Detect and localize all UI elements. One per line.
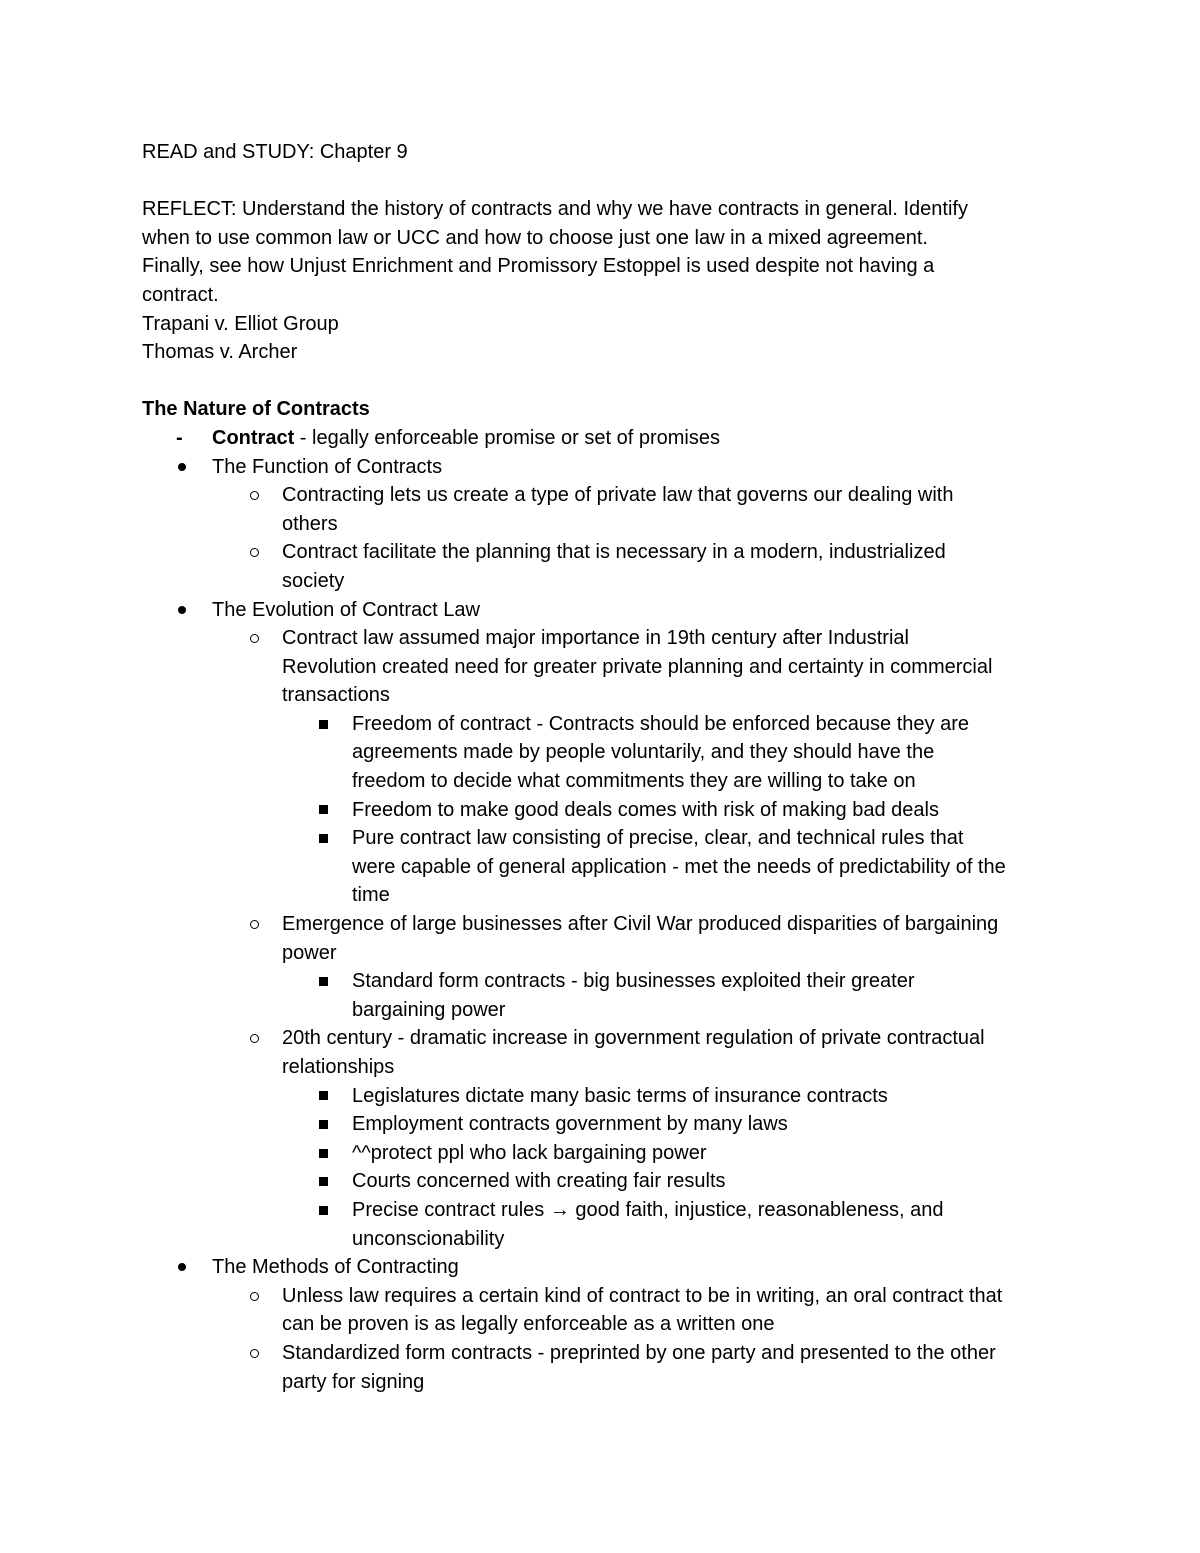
list-item <box>142 1339 1072 1396</box>
list-item <box>142 1253 1072 1282</box>
list-item-text: ^^protect ppl who lack bargaining power <box>352 1141 707 1164</box>
list-item-text: Contracting lets us create a type of private law that governs our dealing with <box>282 484 954 507</box>
list-item-text: Emergence of large businesses after Civil War produced disparities of bargaining <box>282 913 999 936</box>
square-bullet-icon <box>319 1177 328 1186</box>
list-item <box>142 796 1072 825</box>
definition-item <box>142 424 1072 453</box>
list-item-text: society <box>282 569 345 592</box>
list-item <box>142 1082 1072 1111</box>
spacer <box>142 367 1072 396</box>
list-item-text: Freedom to make good deals comes with risk of making bad deals <box>352 798 939 821</box>
list-item <box>142 967 1072 1024</box>
definition-term: Contract <box>212 426 295 449</box>
disc-bullet-icon <box>178 606 186 614</box>
list-item-text: relationships <box>282 1056 395 1078</box>
square-bullet-icon <box>319 805 328 814</box>
list-item-label: The Methods of Contracting <box>212 1256 459 1279</box>
circle-bullet-icon <box>250 1349 259 1358</box>
list-item <box>142 1110 1072 1139</box>
list-item-text: agreements made by people voluntarily, and they should have the <box>352 741 935 764</box>
dash-bullet: - <box>176 426 183 449</box>
reflect-line: REFLECT: Understand the history of contracts and why we have contracts in general. Identify <box>142 198 968 221</box>
section-heading: The Nature of Contracts <box>142 398 370 421</box>
list-item-text: 20th century - dramatic increase in government regulation of private contractual <box>282 1027 985 1050</box>
list-item-text: freedom to decide what commitments they are willing to take on <box>352 770 916 793</box>
document-page <box>142 138 1072 1396</box>
list-item <box>142 481 1072 538</box>
list-item <box>142 538 1072 595</box>
list-item-text: Legislatures dictate many basic terms of insurance contracts <box>352 1084 888 1107</box>
list-item-text: party for signing <box>282 1370 425 1393</box>
list-item-text: Courts concerned with creating fair results <box>352 1170 726 1193</box>
list-item <box>142 624 1072 710</box>
list-item-text: Unless law requires a certain kind of contract to be in writing, an oral contract that <box>282 1284 1003 1307</box>
list-item <box>142 910 1072 967</box>
disc-bullet-icon <box>178 463 186 471</box>
read-study-line: READ and STUDY: Chapter 9 <box>142 141 408 163</box>
list-item-text: transactions <box>282 684 390 707</box>
list-item-text: Freedom of contract - Contracts should be enforced because they are <box>352 712 970 735</box>
square-bullet-icon <box>319 720 328 729</box>
list-item <box>142 1282 1072 1339</box>
list-item <box>142 1196 1072 1253</box>
square-bullet-icon <box>319 1091 328 1100</box>
list-item-text: Employment contracts government by many laws <box>352 1113 788 1136</box>
list-item-text: power <box>282 941 337 964</box>
list-item <box>142 1024 1072 1081</box>
list-item-text: time <box>352 884 390 907</box>
circle-bullet-icon <box>250 634 259 643</box>
list-item <box>142 710 1072 796</box>
definition-text: - legally enforceable promise or set of promises <box>294 426 720 449</box>
list-item-text: others <box>282 512 338 535</box>
list-item-text: can be proven is as legally enforceable as a written one <box>282 1313 775 1336</box>
square-bullet-icon <box>319 1206 328 1215</box>
list-item-text: bargaining power <box>352 998 506 1021</box>
reflect-line: contract. <box>142 283 219 306</box>
list-item-text: Contract law assumed major importance in 19th century after Industrial <box>282 627 909 650</box>
list-item <box>142 1139 1072 1168</box>
list-item-text: Standard form contracts - big businesses exploited their greater <box>352 970 915 993</box>
square-bullet-icon <box>319 1120 328 1129</box>
square-bullet-icon <box>319 1149 328 1158</box>
circle-bullet-icon <box>250 548 259 557</box>
list-item-text: Contract facilitate the planning that is necessary in a modern, industrialized <box>282 541 946 564</box>
reflect-line: when to use common law or UCC and how to choose just one law in a mixed agreement. <box>142 226 928 249</box>
square-bullet-icon <box>319 834 328 843</box>
list-item-text: unconscionability <box>352 1227 505 1250</box>
reflect-line: Finally, see how Unjust Enrichment and Promissory Estoppel is used despite not having a <box>142 255 935 278</box>
circle-bullet-icon <box>250 920 259 929</box>
list-item-text: were capable of general application - met the needs of predictability of the <box>352 855 1006 878</box>
list-item <box>142 596 1072 625</box>
case-reference: Thomas v. Archer <box>142 341 298 364</box>
spacer <box>142 167 1072 196</box>
circle-bullet-icon <box>250 491 259 500</box>
circle-bullet-icon <box>250 1034 259 1043</box>
list-item <box>142 453 1072 482</box>
disc-bullet-icon <box>178 1263 186 1271</box>
list-item <box>142 824 1072 910</box>
list-item-label: The Evolution of Contract Law <box>212 598 480 621</box>
list-item <box>142 1167 1072 1196</box>
list-item-text: Precise contract rules → good faith, injustice, reasonableness, and <box>352 1198 944 1221</box>
list-item-text: Standardized form contracts - preprinted by one party and presented to the other <box>282 1341 996 1364</box>
circle-bullet-icon <box>250 1292 259 1301</box>
list-item-text: Pure contract law consisting of precise, clear, and technical rules that <box>352 827 964 850</box>
list-item-text: Revolution created need for greater private planning and certainty in commercial <box>282 655 993 678</box>
case-reference: Trapani v. Elliot Group <box>142 312 339 335</box>
square-bullet-icon <box>319 977 328 986</box>
list-item-label: The Function of Contracts <box>212 455 443 478</box>
reflect-paragraph <box>142 195 1072 309</box>
